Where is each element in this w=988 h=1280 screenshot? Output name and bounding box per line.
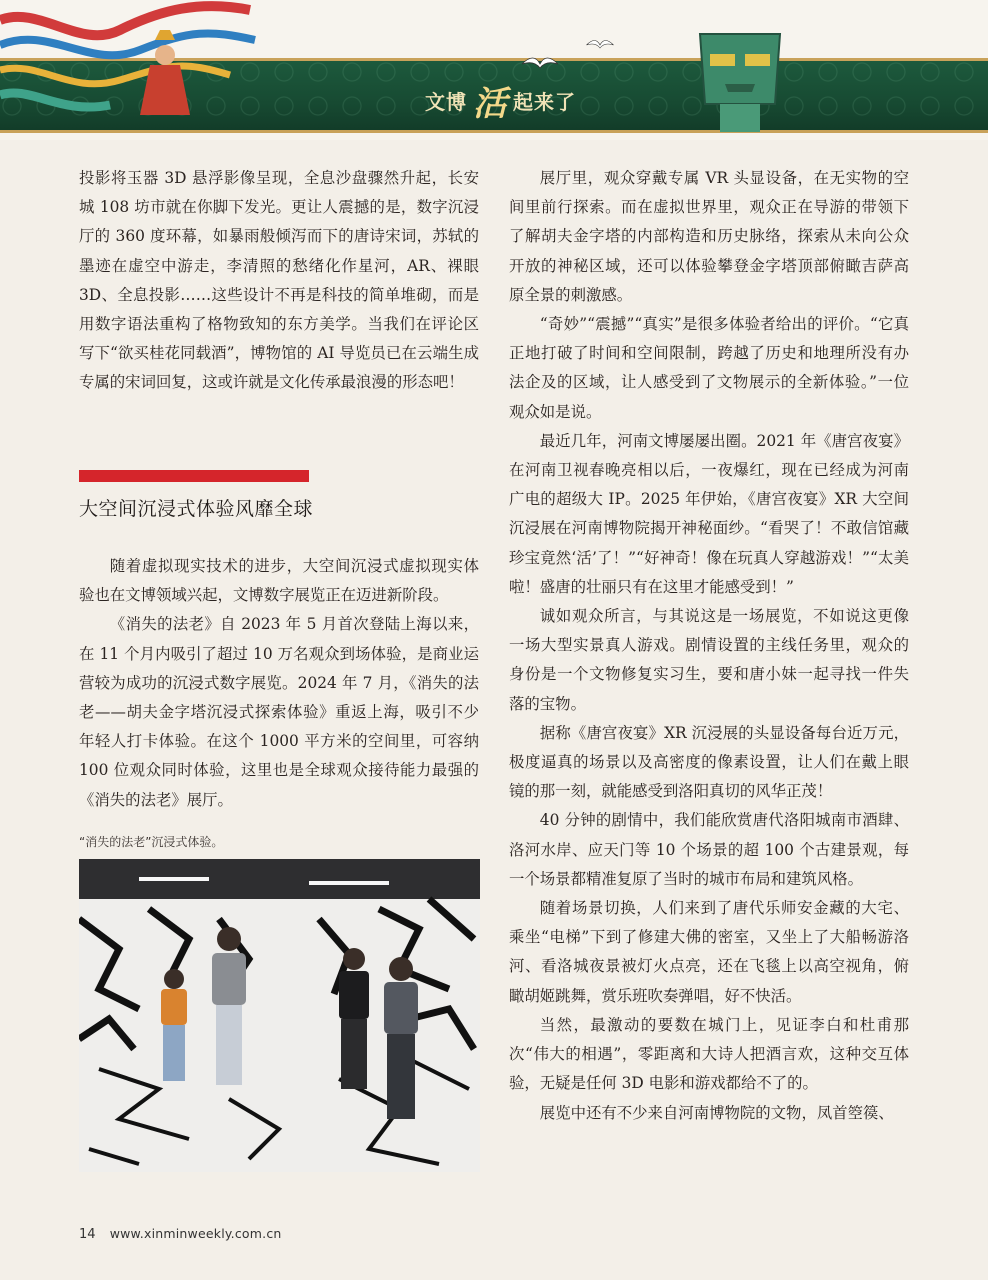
photo-illustration (79, 859, 480, 1172)
website-url: www.xinminweekly.com.cn (109, 1226, 282, 1241)
banner-title (425, 80, 576, 124)
right-column (509, 164, 909, 1128)
dancer-ribbon-illustration (0, 0, 260, 130)
bronze-mask-illustration (690, 14, 790, 134)
paragraph: 展厅里，观众穿戴专属 VR 头显设备，在无实物的空间里前行探索。而在虚拟世界里，观众正在导游的带领下了解胡夫金字塔的内部构造和历史脉络，探索从未向公众开放的神秘区域，还可以体验攀登金字塔顶部俯瞰吉萨高原全景的刺激感。 (509, 169, 909, 304)
page-footer (79, 1226, 282, 1242)
paragraph: 《消失的法老》自 2023 年 5 月首次登陆上海以来，在 11 个月内吸引了超过 10 万名观众到场体验，是商业运营较为成功的沉浸式数字展览。2024 年 7 月，《消失的法老——胡夫金字塔沉浸式探索体验》重返上海，吸引不少年轻人打卡体验。在这个 1000 平方米的空间里，可容纳 100 位观众同时体验，这里也是全球观众接待能力最强的《消失的法老》展厅。 (79, 615, 479, 809)
paragraph: 当然，最激动的要数在城门上，见证李白和杜甫那次“伟大的相遇”，零距离和大诗人把酒言欢，这种交互体验，无疑是任何 3D 电影和游戏都给不了的。 (509, 1015, 909, 1093)
header-banner (0, 0, 988, 140)
photo-caption: “消失的法老”沉浸式体验。 (79, 835, 224, 849)
banner-title-highlight: 活 (473, 83, 507, 124)
banner-gold-line-bottom (0, 130, 988, 133)
banner-title-part3: 起来了 (513, 89, 576, 114)
paragraph: 投影将玉器 3D 悬浮影像呈现，全息沙盘骤然升起，长安城 108 坊市就在你脚下发光。更让人震撼的是，数字沉浸厅的 360 度环幕，如暴雨般倾泻而下的唐诗宋词，苏轼的墨迹在虚空中游走，李清照的愁绪化作星河，AR、裸眼 3D、全息投影……这些设计不再是科技的简单堆砌，而是用数字语法重构了格物致知的东方美学。当我们在评论区写下“欲买桂花同载酒”，博物馆的 AI 导览员已在云端生成专属的宋词回复，这或许就是文化传承最浪漫的形态吧！ (79, 169, 479, 392)
crane-icon (520, 50, 560, 78)
paragraph: 40 分钟的剧情中，我们能欣赏唐代洛阳城南市酒肆、洛河水岸、应天门等 10 个场景的超 100 个古建景观，每一个场景都精准复原了当时的城市布局和建筑风格。 (509, 811, 909, 888)
paragraph: 诚如观众所言，与其说这是一场展览，不如说这更像一场大型实景真人游戏。剧情设置的主线任务里，观众的身份是一个文物修复实习生，要和唐小妹一起寻找一件失落的宝物。 (509, 607, 909, 713)
vr-exhibition-photo (79, 859, 480, 1172)
banner-title-part1: 文博 (425, 89, 467, 114)
crane-icon (585, 34, 615, 56)
paragraph: 随着虚拟现实技术的进步，大空间沉浸式虚拟现实体验也在文博领域兴起，文博数字展览正在迈进新阶段。 (79, 557, 479, 605)
paragraph: 据称《唐宫夜宴》XR 沉浸展的头显设备每台近万元，极度逼真的场景以及高密度的像素设置，让人们在戴上眼镜的那一刻，就能感受到洛阳真切的风华正茂！ (509, 723, 909, 801)
paragraph: “奇妙”“震撼”“真实”是很多体验者给出的评价。“它真正地打破了时间和空间限制，跨越了历史和地理所没有办法企及的区域，让人感受到了文物展示的全新体验。”一位观众如是说。 (509, 315, 909, 421)
left-column-top (79, 164, 479, 398)
paragraph: 随着场景切换，人们来到了唐代乐师安金藏的大宅、乘坐“电梯”下到了修建大佛的密室，又坐上了大船畅游洛河、看洛城夜景被灯火点亮，还在飞毯上以高空视角，俯瞰胡姬跳舞，赏乐班吹奏弹唱，好不快活。 (509, 899, 909, 1005)
left-column-section (79, 552, 479, 815)
paragraph: 最近几年，河南文博屡屡出圈。2021 年《唐宫夜宴》在河南卫视春晚亮相以后，一夜爆红，现在已经成为河南广电的超级大 IP。2025 年伊始，《唐宫夜宴》XR 大空间沉浸展在河南博物院揭开神秘面纱。“看哭了！不敢信馆藏珍宝竟然‘活’了！”“好神奇！像在玩真人穿越游戏！”“太美啦！盛唐的壮丽只有在这里才能感受到！” (509, 431, 909, 596)
section-title: 大空间沉浸式体验风靡全球 (79, 498, 314, 520)
page-number: 14 (79, 1227, 96, 1242)
section-red-rule (79, 470, 309, 482)
paragraph: 展览中还有不少来自河南博物院的文物，凤首箜篌、 (539, 1103, 894, 1122)
